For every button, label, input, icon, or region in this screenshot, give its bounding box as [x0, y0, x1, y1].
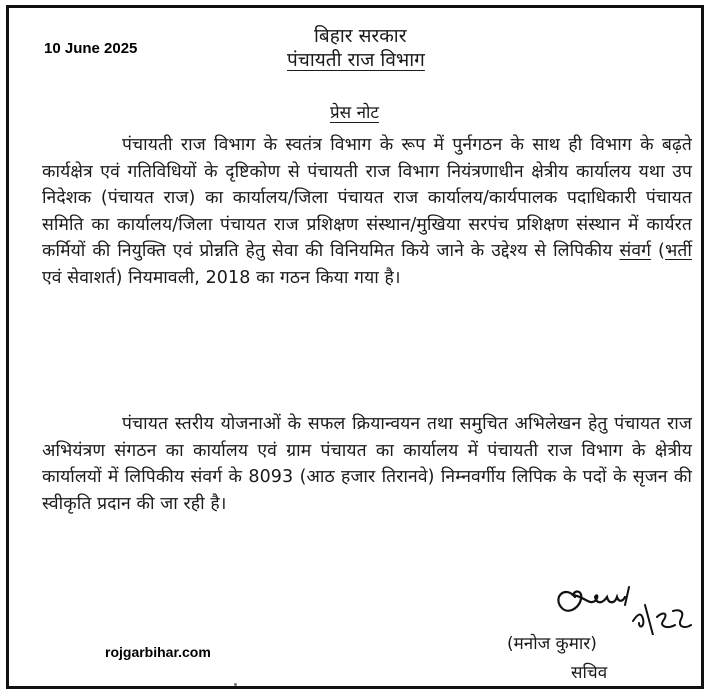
paragraph-1-text: पंचायती राज विभाग के स्वतंत्र विभाग के रूप में पुर्नगठन के साथ ही विभाग के बढ़ते कार्यक्षेत्र एवं गतिविधियों के दृष्टिकोण से पंचायती राज विभाग नियंत्रणाधीन क्षेत्रीय कार्यालय यथा उप निदेशक (पंचायत राज) का कार्यालय/जिला पंचायत राज कार्यालय/कार्यपालक पदाधिकारी पंचायत समिति का कार्यालय/जिला पंचायत राज प्रशिक्षण संस्थान/मुखिया सरपंच प्रशिक्षण संस्थान में कार्यरत कर्मियों की नियुक्ति एवं प्रोन्नति हेतु सेवा की विनियमित किये जाने के उद्देश्य से लिपिकीय [42, 135, 692, 261]
underlined-cadre: संवर्ग [619, 241, 652, 261]
department-header: पंचायती राज विभाग [287, 49, 425, 71]
date-stamp: 10 June 2025 [44, 40, 138, 57]
government-header: बिहार सरकार [314, 25, 407, 47]
watermark-site: rojgarbihar.com [105, 644, 211, 660]
speck [234, 683, 237, 686]
paragraph-1-middle: ( [651, 241, 665, 261]
paragraph-1-end: एवं सेवाशर्त) नियमावली, 2018 का गठन किया गया है। [42, 267, 401, 288]
signatory-name: (मनोज कुमार) [507, 634, 597, 654]
underlined-recruitment: भर्ती [664, 241, 692, 261]
paragraph-2: पंचायत स्तरीय योजनाओं के सफल क्रियान्वयन तथा समुचित अभिलेखन हेतु पंचायत राज अभियंत्रण संगठन का कार्यालय एवं ग्राम पंचायत का कार्यालय में पंचायती राज विभाग के क्षेत्रीय कार्यालयों में लिपिकीय संवर्ग के 8093 (आठ हजार तिरानवे) निम्नवर्गीय लिपिक के पदों के सृजन की स्वीकृति प्रदान की जा रही है। [42, 414, 692, 514]
paragraph-1 [42, 132, 692, 291]
press-note-title: प्रेस नोट [330, 103, 379, 123]
signatory-designation: सचिव [571, 663, 608, 683]
handwritten-signature [545, 575, 695, 635]
